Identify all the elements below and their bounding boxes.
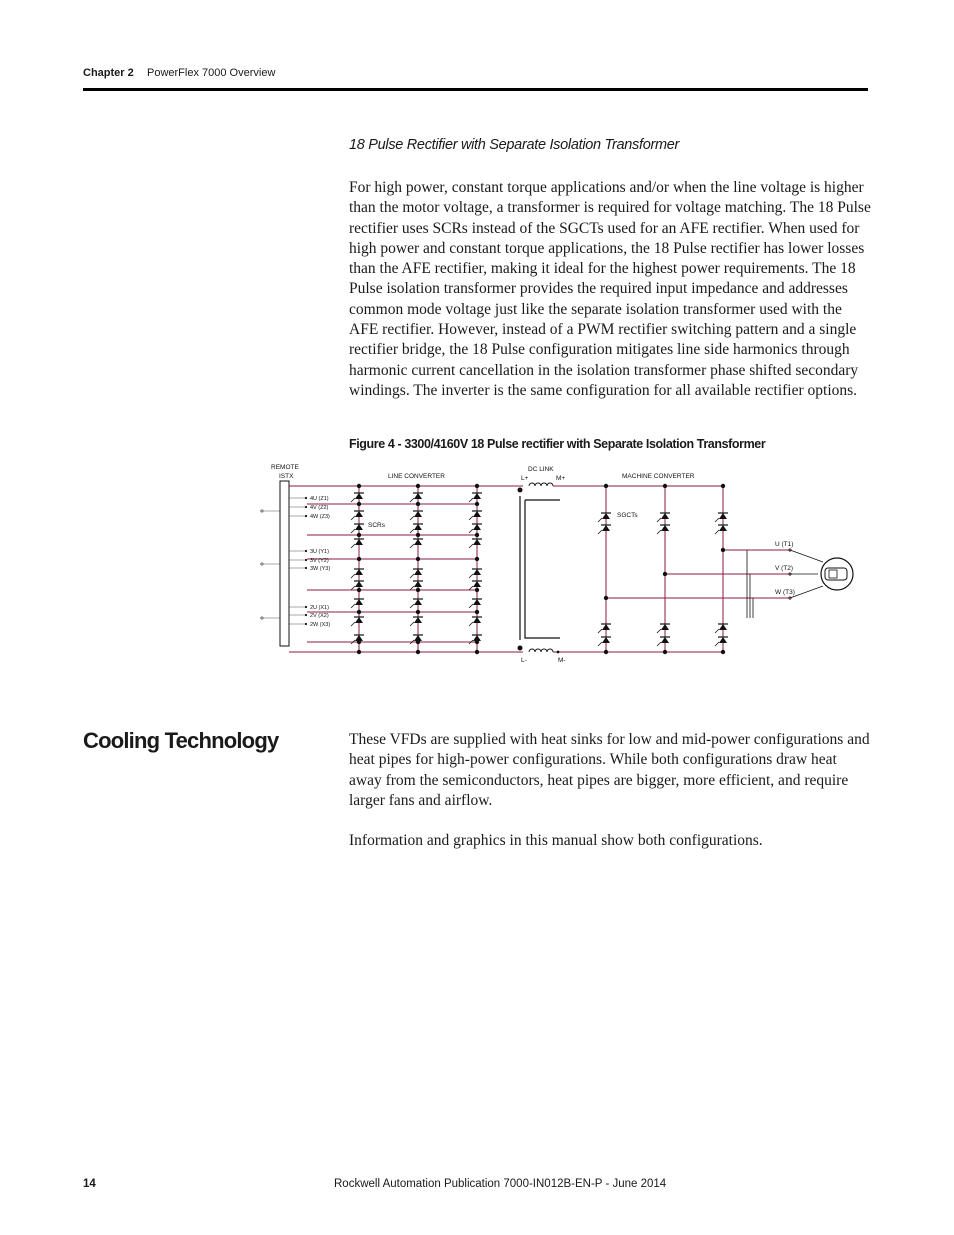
inductor-coil bbox=[535, 649, 541, 652]
junction-dot bbox=[416, 557, 420, 561]
label-w-t3: W (T3) bbox=[775, 589, 795, 596]
winding-terminal bbox=[305, 623, 307, 625]
scr-device bbox=[414, 539, 422, 545]
junction-dot bbox=[416, 588, 420, 592]
scr-device bbox=[473, 539, 481, 545]
gate-lead bbox=[469, 622, 473, 626]
cooling-paragraph-1: These VFDs are supplied with heat sinks for low and mid-power configurations and heat pipes for high-power configurations. While both configurations draw heat away from the semiconductors, heat pipes are bigger, more efficient, and require larger fans and airflow. bbox=[349, 731, 870, 809]
sgct-device bbox=[602, 513, 610, 519]
scr-device bbox=[473, 511, 481, 517]
junction-dot bbox=[721, 484, 725, 488]
scr-device bbox=[414, 581, 422, 587]
diagram-wires bbox=[260, 486, 823, 652]
junction-dot bbox=[357, 650, 361, 654]
junction-dot bbox=[663, 572, 667, 576]
gate-lead bbox=[351, 622, 355, 626]
gate-lead bbox=[715, 642, 719, 646]
junction-dot bbox=[604, 484, 608, 488]
sgct-device bbox=[661, 637, 669, 643]
scr-device bbox=[355, 493, 363, 499]
junction-dot bbox=[475, 640, 479, 644]
scr-device bbox=[355, 581, 363, 587]
junction-dot bbox=[416, 610, 420, 614]
publication-info: Rockwell Automation Publication 7000-IN012B-EN-P - June 2014 bbox=[334, 1178, 667, 1190]
cooling-paragraph-2: Information and graphics in this manual show both configurations. bbox=[349, 832, 763, 849]
sgct-device bbox=[602, 624, 610, 630]
scr-device bbox=[355, 511, 363, 517]
circuit-diagram bbox=[255, 460, 865, 675]
scr-device bbox=[355, 599, 363, 605]
gate-lead bbox=[469, 544, 473, 548]
gate-lead bbox=[410, 622, 414, 626]
chapter-title: PowerFlex 7000 Overview bbox=[147, 67, 276, 79]
terminal bbox=[557, 651, 560, 654]
inductor-coil bbox=[535, 483, 541, 486]
gate-lead bbox=[469, 586, 473, 590]
junction-dot bbox=[475, 502, 479, 506]
junction-dot bbox=[357, 640, 361, 644]
junction-dot bbox=[475, 484, 479, 488]
sgct-device bbox=[719, 637, 727, 643]
sgct-device bbox=[719, 513, 727, 519]
inductor-core bbox=[520, 496, 560, 640]
scr-device bbox=[473, 599, 481, 605]
gate-lead bbox=[469, 574, 473, 578]
junction-dot bbox=[357, 533, 361, 537]
label-scrs: SCRs bbox=[368, 522, 385, 529]
gate-lead bbox=[657, 642, 661, 646]
scr-device bbox=[473, 524, 481, 530]
diagram-devices bbox=[261, 481, 853, 654]
sgct-device bbox=[719, 624, 727, 630]
winding-terminal bbox=[305, 567, 307, 569]
gate-lead bbox=[598, 530, 602, 534]
gate-lead bbox=[410, 604, 414, 608]
scr-device bbox=[355, 569, 363, 575]
label-winding-4w: 4W (Z3) bbox=[310, 514, 330, 520]
scr-device bbox=[473, 617, 481, 623]
gate-lead bbox=[410, 544, 414, 548]
gate-lead bbox=[351, 516, 355, 520]
transformer-box bbox=[280, 481, 289, 646]
label-winding-2v: 2V (X2) bbox=[310, 613, 329, 619]
gate-lead bbox=[657, 530, 661, 534]
label-winding-3v: 3V (Y2) bbox=[310, 558, 329, 564]
junction-dot bbox=[357, 557, 361, 561]
page-number: 14 bbox=[83, 1178, 96, 1190]
gate-lead bbox=[469, 529, 473, 533]
gate-lead bbox=[351, 604, 355, 608]
junction-dot bbox=[416, 650, 420, 654]
junction-dot bbox=[475, 650, 479, 654]
label-istx: ISTX bbox=[279, 473, 294, 480]
scr-device bbox=[473, 493, 481, 499]
inductor-coil bbox=[541, 649, 547, 652]
rectifier-paragraph: For high power, constant torque applications and/or when the line voltage is higher than the motor voltage, a transformer is required for voltage matching. The 18 Pulse rectifier uses SCRs instead of the SGCTs used for an AFE rectifier. When used for high power and constant torque applications, the 18 Pulse rectifier has lower losses than the AFE rectifier, making it ideal for the highest power requirements. The 18 Pulse isolation transformer provides the required input impedance and addresses common mode voltage just like the separate isolation transformer used with the AFE rectifier. However, instead of a PWM rectifier switching pattern and a single rectifier bridge, the 18 Pulse configuration mitigates line side harmonics through harmonic current cancellation in the isolation transformer phase shifted secondary windings. The inverter is the same configuration for all available rectifier options. bbox=[349, 179, 871, 399]
cooling-heading: Cooling Technology bbox=[83, 728, 279, 753]
label-winding-2u: 2U (X1) bbox=[310, 605, 329, 611]
gate-lead bbox=[351, 544, 355, 548]
scr-device bbox=[355, 617, 363, 623]
label-winding-4v: 4V (Z2) bbox=[310, 505, 329, 511]
gate-lead bbox=[657, 629, 661, 633]
rectifier-subheading: 18 Pulse Rectifier with Separate Isolation Transformer bbox=[349, 137, 680, 153]
winding-terminal bbox=[305, 559, 307, 561]
label-l-plus: L+ bbox=[521, 475, 529, 482]
label-winding-3u: 3U (Y1) bbox=[310, 549, 329, 555]
junction-dot bbox=[357, 610, 361, 614]
gate-lead bbox=[351, 574, 355, 578]
gate-lead bbox=[469, 604, 473, 608]
junction-dot bbox=[663, 484, 667, 488]
inductor-coil bbox=[547, 649, 553, 652]
gate-lead bbox=[410, 516, 414, 520]
gate-lead bbox=[715, 518, 719, 522]
gate-lead bbox=[351, 586, 355, 590]
chapter-label: Chapter 2 bbox=[83, 67, 134, 79]
inductor-coil bbox=[541, 483, 547, 486]
scr-device bbox=[414, 569, 422, 575]
junction-dot bbox=[663, 650, 667, 654]
junction-dot bbox=[475, 557, 479, 561]
dc-link-dot bbox=[518, 488, 523, 493]
gate-lead bbox=[410, 586, 414, 590]
junction-dot bbox=[416, 640, 420, 644]
junction-dot bbox=[475, 610, 479, 614]
scr-device bbox=[414, 511, 422, 517]
scr-device bbox=[414, 524, 422, 530]
motor-shaft bbox=[829, 570, 837, 578]
winding-terminal bbox=[305, 614, 307, 616]
winding-terminal bbox=[305, 497, 307, 499]
gate-lead bbox=[351, 529, 355, 533]
junction-dot bbox=[721, 548, 725, 552]
sgct-device bbox=[602, 525, 610, 531]
label-v-t2: V (T2) bbox=[775, 565, 794, 572]
label-winding-3w: 3W (Y3) bbox=[310, 566, 331, 572]
sgct-device bbox=[719, 525, 727, 531]
inductor-coil bbox=[529, 649, 535, 652]
inductor-coil bbox=[529, 483, 535, 486]
junction-dot bbox=[416, 484, 420, 488]
gate-lead bbox=[469, 498, 473, 502]
label-remote: REMOTE bbox=[271, 464, 299, 471]
motor-lead bbox=[790, 586, 823, 598]
figure-caption: Figure 4 - 3300/4160V 18 Pulse rectifier with Separate Isolation Transformer bbox=[349, 437, 766, 451]
label-u-t1: U (T1) bbox=[775, 541, 794, 548]
junction-dot bbox=[475, 588, 479, 592]
label-machine-converter: MACHINE CONVERTER bbox=[622, 473, 695, 480]
header-rule bbox=[83, 88, 868, 91]
scr-device bbox=[473, 569, 481, 575]
scr-device bbox=[414, 493, 422, 499]
gate-lead bbox=[657, 518, 661, 522]
junction-dot bbox=[721, 650, 725, 654]
winding-terminal bbox=[305, 550, 307, 552]
dc-link-dot bbox=[518, 646, 523, 651]
winding-terminal bbox=[305, 606, 307, 608]
label-winding-4u: 4U (Z1) bbox=[310, 496, 329, 502]
winding-terminal bbox=[305, 506, 307, 508]
gate-lead bbox=[469, 516, 473, 520]
label-dc-link: DC LINK bbox=[528, 466, 554, 473]
gate-lead bbox=[598, 518, 602, 522]
sgct-device bbox=[661, 624, 669, 630]
junction-dot bbox=[416, 502, 420, 506]
scr-device bbox=[355, 539, 363, 545]
junction-dot bbox=[357, 502, 361, 506]
sgct-device bbox=[661, 513, 669, 519]
label-l-minus: L- bbox=[521, 657, 527, 664]
label-m-minus: M- bbox=[558, 657, 566, 664]
scr-device bbox=[355, 524, 363, 530]
junction-dot bbox=[416, 533, 420, 537]
gate-lead bbox=[410, 498, 414, 502]
sgct-device bbox=[602, 637, 610, 643]
scr-device bbox=[414, 599, 422, 605]
label-winding-2w: 2W (X3) bbox=[310, 622, 331, 628]
junction-dot bbox=[357, 588, 361, 592]
label-sgcts: SGCTs bbox=[617, 512, 638, 519]
label-line-converter: LINE CONVERTER bbox=[388, 473, 445, 480]
label-m-plus: M+ bbox=[556, 475, 566, 482]
gate-lead bbox=[598, 642, 602, 646]
junction-dot bbox=[475, 533, 479, 537]
winding-terminal bbox=[305, 515, 307, 517]
junction-dot bbox=[604, 596, 608, 600]
junction-dot bbox=[604, 650, 608, 654]
motor-lead bbox=[790, 550, 823, 562]
gate-lead bbox=[410, 529, 414, 533]
junction-dot bbox=[357, 484, 361, 488]
gate-lead bbox=[410, 574, 414, 578]
gate-lead bbox=[351, 498, 355, 502]
gate-lead bbox=[715, 530, 719, 534]
sgct-device bbox=[661, 525, 669, 531]
gate-lead bbox=[598, 629, 602, 633]
scr-device bbox=[414, 617, 422, 623]
scr-device bbox=[473, 581, 481, 587]
gate-lead bbox=[715, 629, 719, 633]
inductor-coil bbox=[547, 483, 553, 486]
